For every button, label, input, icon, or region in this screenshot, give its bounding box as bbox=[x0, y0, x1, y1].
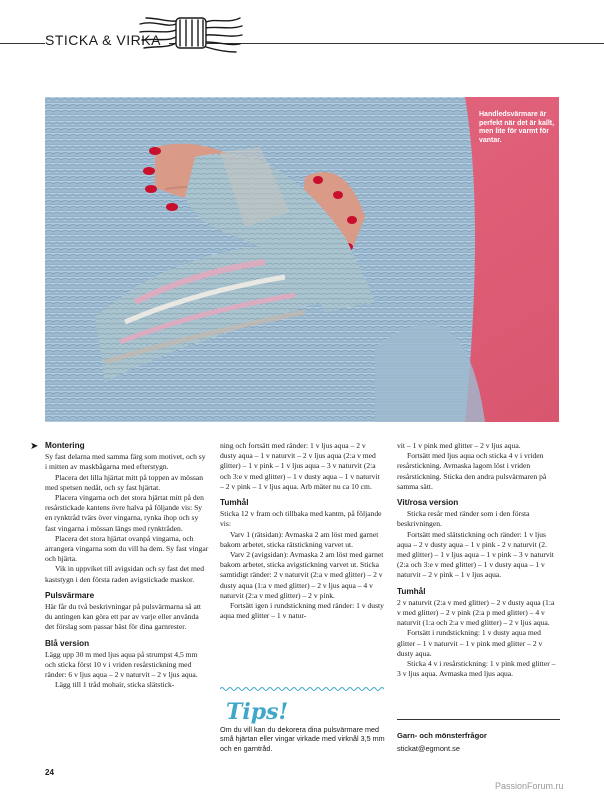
photo-caption: Handledsvärmare är perfekt när det är kallt, men lite för varmt för vantar. bbox=[479, 111, 555, 144]
paragraph: Sy fast delarna med samma färg som motivet, och sy i mitten av maskbågarna med efterstygn. bbox=[45, 452, 206, 472]
page-header bbox=[0, 0, 604, 70]
paragraph: Sticka 12 v fram och tillbaka med kantm, på följande vis: bbox=[220, 509, 382, 529]
tips-text: Om du vill kan du dekorera dina pulsvärmare med små hjärtan eller vingar virkade med virknål 3,5 mm och en garntråd. bbox=[220, 725, 385, 753]
paragraph: Placera vingarna och det stora hjärtat mitt på den resårstickade kantens övre halva på följande vis: Sy en rynktråd tvärs över vingarna, rynka ihop och sy fast vingarna i mössan längs med rynktråden. bbox=[45, 493, 204, 533]
contact-divider bbox=[397, 719, 560, 720]
tips-divider bbox=[220, 686, 384, 692]
paragraph: Fortsätt i rundstickning: 1 v dusty aqua med glitter – 1 v naturvit – 1 v pink med glitter – 2 v dusty aqua. bbox=[397, 628, 543, 658]
paragraph: Sticka resår med ränder som i den första beskrivningen. bbox=[397, 509, 530, 529]
paragraph: Vik in uppviket till avigsidan och sy fast det med kaststygn i den första raden avigstickade maskor. bbox=[45, 564, 205, 584]
heading-vit-rosa-version: Vit/rosa version bbox=[397, 498, 459, 508]
text-column-2 bbox=[220, 441, 384, 621]
heading-tumhal: Tumhål bbox=[220, 498, 249, 508]
photo-illustration bbox=[45, 97, 559, 422]
page-number: 24 bbox=[45, 768, 54, 777]
paragraph: 2 v naturvit (2:a v med glitter) – 2 v dusty aqua (1:a v med glitter) – 2 v pink (2:a p med glitter) – 4 v naturvit (1:a och 2:a v med glitter) – 2 v ljus aqua. bbox=[397, 597, 555, 628]
text-column-1 bbox=[45, 441, 209, 691]
paragraph: ning och fortsätt med ränder: 1 v ljus aqua – 2 v dusty aqua – 1 v naturvit – 2 v ljus aqua (2:a v med glitter) – 1 v pink – 1 v ljus aqua – 3 v naturvit (2:a och 3:e v med glitter) – 1 v dusty aqua – 1 v naturvit – 2 v pink – 1 v ljus aqua. Arb mäter nu ca 10 cm. bbox=[220, 441, 380, 491]
hands-mittens-photo bbox=[45, 97, 559, 422]
paragraph: Fortsätt med slätstickning och ränder: 1 v ljus aqua – 2 v dusty aqua – 1 v pink - 2 v naturvit (2. med glitter) – 1 v ljus aqua – 1 v pink – 3 v naturvit (2:a och 3:e v med glitter) – 1 v dusty aqua – 1 v naturvit – 2 v pink – 1 v ljus aqua. bbox=[397, 529, 554, 580]
contact-heading: Garn- och mönsterfrågor bbox=[397, 731, 487, 740]
paragraph: vit – 1 v pink med glitter – 2 v ljus aqua. bbox=[397, 441, 521, 450]
paragraph: Placera det stora hjärtat ovanpå vingarna, och arrangera vingarna som du vill ha dem. Sy fast vingar och hjärta. bbox=[45, 533, 209, 564]
heading-tumhal-2: Tumhål bbox=[397, 586, 426, 596]
paragraph: Lägg upp 30 m med ljus aqua på strumpst 4,5 mm och sticka först 10 v i vriden resårstickning med ränder: 6 v ljus aqua – 2 v naturvit – 2 v ljus aqua. bbox=[45, 649, 198, 680]
paragraph: Sticka 4 v i resårstickning: 1 v pink med glitter – 3 v ljus aqua. Avmaska med ljus aqua. bbox=[397, 659, 556, 679]
contact-email-link[interactable]: stickat@egmont.se bbox=[397, 744, 460, 753]
text-column-3 bbox=[397, 441, 560, 679]
section-arrow-icon: ➤ bbox=[30, 441, 39, 452]
paragraph: Varv 2 (avigsidan): Avmaska 2 am löst med garnet bakom arbetet, sticka avigstickning varvet ut. Sticka samtidigt ränder: 2 v naturvit (2:a v med glitter) – 2 v dusty aqua (1:a v med glitter) – 2 v ljus aqua – 4 v naturvit (2:a v med glitter) – 2 v pink. bbox=[220, 550, 384, 600]
heading-bla-version: Blå version bbox=[45, 638, 90, 648]
paragraph: Varv 1 (rätsidan): Avmaska 2 am löst med garnet bakom arbetet, sticka rätstickning varvet ut. bbox=[220, 529, 379, 549]
watermark: PassionForum.ru bbox=[495, 781, 564, 791]
paragraph: Här får du två beskrivningar på pulsvärmarna så att du antingen kan göra ett par av varje eller använda det förslag som passar bäst för dina garnrester. bbox=[45, 602, 202, 632]
paragraph: Lägg till 1 tråd mohair, sticka slätstick- bbox=[55, 680, 175, 690]
section-title: STICKA & VIRKA bbox=[45, 32, 169, 48]
heading-montering: Montering bbox=[45, 441, 85, 450]
paragraph: Placera det lilla hjärtat mitt på toppen av mössan med spetsen nedåt, och sy fast hjärtat. bbox=[45, 472, 204, 492]
yarn-skein-icon bbox=[136, 10, 246, 58]
paragraph: Fortsätt igen i rundstickning med ränder: 1 v dusty aqua med glitter – 1 v natur- bbox=[220, 601, 384, 621]
heading-pulsvarmare: Pulsvärmare bbox=[45, 590, 95, 600]
paragraph: Fortsätt med ljus aqua och sticka 4 v i vriden resårstickning. Avmaska lagom löst i vriden resårstickning. Sticka den andra pulsvärmaren på samma sätt. bbox=[397, 451, 547, 491]
tips-title: Tips! bbox=[226, 699, 289, 725]
